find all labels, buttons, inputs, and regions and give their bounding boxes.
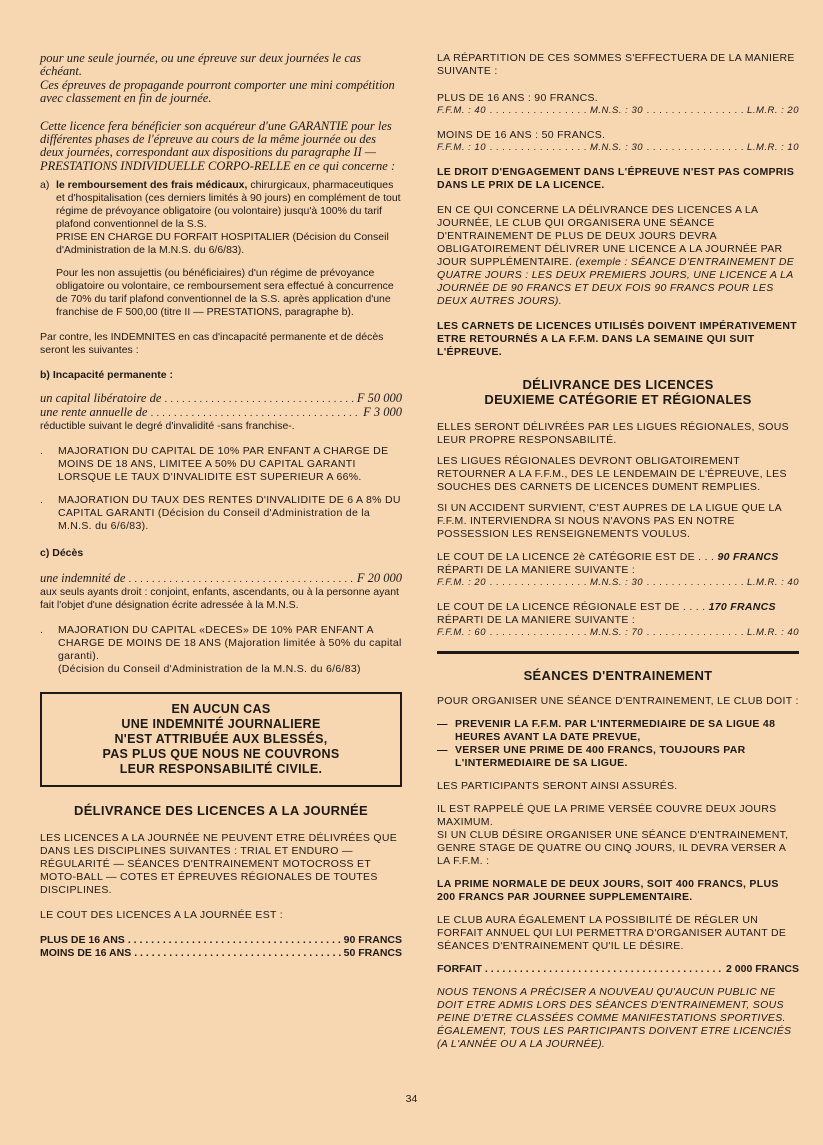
left-column xyxy=(40,52,402,960)
cout-2e-repartition: RÉPARTI DE LA MANIERE SUIVANTE : xyxy=(437,564,636,576)
cout-2e-value: 90 FRANCS xyxy=(717,551,779,563)
section-a-non-assujettis: Pour les non assujettis (ou bénéficiaires) d'un régime de prévoyance obligatoire ou volontaire, ce remboursement sera effectué à concurrence de 70% du tarif plafond conventionnel de la S.S. après application d'une franchise de F 500,00 (titre II — PRESTATIONS, paragraphe b). xyxy=(56,267,394,319)
seances-intro: POUR ORGANISER UNE SÉANCE D'ENTRAINEMENT, LE CLUB DOIT : xyxy=(437,695,799,707)
split-ffm: F.F.M. : 20 xyxy=(437,577,486,588)
ligues-retour-text: LES LIGUES RÉGIONALES DEVRONT OBLIGATOIREMENT RETOURNER A LA F.F.M., DES LE LENDEMAIN DE L'ÉPREUVE, LES SOUCHES DES CARNETS DE LICENCES DUMENT REMPLIES. xyxy=(437,455,787,493)
section-divider xyxy=(437,651,799,654)
split-mns: M.N.S. : 30 xyxy=(590,577,644,588)
reductible-text: réductible suivant le degré d'invalidité -sans franchise-. xyxy=(40,420,295,433)
participants-assures: LES PARTICIPANTS SERONT AINSI ASSURÉS. xyxy=(437,780,678,792)
indemnite-row xyxy=(40,572,402,586)
forfait-annuel-text: LE CLUB AURA ÉGALEMENT LA POSSIBILITÉ DE RÉGLER UN FORFAIT ANNUEL QUI LUI PERMETTRA D'ORGANISER AUTANT DE SÉANCES D'ENTRAINEMENT QU'IL LE DÉSIRE. xyxy=(437,914,787,952)
price-row-moins16 xyxy=(40,947,402,960)
journee-prices xyxy=(40,934,402,960)
exemple-text: (exemple : SÉANCE D'ENTRAINEMENT DE QUATRE JOURS : LES DEUX PREMIERS JOURS, UNE LICENCE A LA JOURNÉE DE 90 FRANCS ET DEUX FOIS 90 FRANCS POUR LES DEUX AUTRES JOURS). xyxy=(437,256,795,307)
dash-marker: — xyxy=(437,744,448,756)
seances-item-1 xyxy=(437,718,799,744)
journee-disciplines-text: LES LICENCES A LA JOURNÉE NE PEUVENT ETRE DÉLIVRÉES QUE DANS LES DISCIPLINES SUIVANTES : TRIAL ET ENDURO — RÉGULARITÉ — SÉANCES D'ENTRAINEMENT MOTOCROSS ET MOTO-BALL — COTES ET ÉPREUVES RÉGIONALES DE TOUTES DISCIPLINES. xyxy=(40,832,398,897)
deuxieme-section-title xyxy=(437,377,799,407)
cout-2e-categorie xyxy=(437,551,799,589)
rente-label: une rente annuelle de xyxy=(40,405,148,420)
section-c-amounts xyxy=(40,572,402,612)
rappel-text: IL EST RAPPELÉ QUE LA PRIME VERSÉE COUVRE DEUX JOURS MAXIMUM. xyxy=(437,803,777,828)
warning-line: N'EST ATTRIBUÉE AUX BLESSÉS, xyxy=(114,732,328,747)
indemnites-paragraph: Par contre, les INDEMNITES en cas d'incapacité permanente et de décès seront les suivantes : xyxy=(40,331,384,357)
dash-marker: — xyxy=(437,718,448,730)
seances-item-text: PREVENIR LA F.F.M. PAR L'INTERMEDIAIRE DE SA LIGUE 48 HEURES AVANT LA DATE PREVUE, xyxy=(455,718,776,743)
warning-line: UNE INDEMNITÉ JOURNALIERE xyxy=(121,717,321,732)
price-value: 90 FRANCS xyxy=(343,934,402,947)
concerne-body: EN CE QUI CONCERNE LA DÉLIVRANCE DES LICENCES A LA JOURNÉE, LE CLUB QUI ORGANISERA UNE SÉANCE D'ENTRAINEMENT DE PLUS DE DEUX JOURS DEVRA OBLIGATOIREMENT DÉLIVRER UNE LICENCE A LA JOURNÉE PAR JOUR SUPPLÉMENTAIRE. xyxy=(437,204,783,268)
forfait-row xyxy=(437,963,799,976)
majoration-item-2 xyxy=(40,494,402,533)
forfait-label: FORFAIT xyxy=(437,963,482,975)
capital-value: F 50 000 xyxy=(356,391,402,406)
warning-box xyxy=(40,692,402,787)
cout-regionale-repartition: RÉPARTI DE LA MANIERE SUIVANTE : xyxy=(437,614,636,626)
price-label: PLUS DE 16 ANS xyxy=(40,934,125,947)
warning-line: PAS PLUS QUE NOUS NE COUVRONS xyxy=(102,747,340,762)
cout-2e-label: LE COUT DE LA LICENCE 2è CATÉGORIE EST DE . . . xyxy=(437,551,715,563)
repartition-text: LA RÉPARTITION DE CES SOMMES S'EFFECTUERA DE LA MANIERE SUIVANTE : xyxy=(437,52,795,77)
seances-section-title: SÉANCES D'ENTRAINEMENT xyxy=(523,668,713,683)
intro-paragraph-1: pour une seule journée, ou une épreuve sur deux journées le cas échéant. xyxy=(40,51,361,79)
section-b-amounts xyxy=(40,392,402,433)
journee-section-title: DÉLIVRANCE DES LICENCES A LA JOURNÉE xyxy=(74,803,368,819)
section-b-title: b) Incapacité permanente : xyxy=(40,369,174,382)
cout-regionale-label: LE COUT DE LA LICENCE RÉGIONALE EST DE . . . . xyxy=(437,601,706,613)
section-a xyxy=(40,179,402,319)
prime-normale-text: LA PRIME NORMALE DE DEUX JOURS, SOIT 400 FRANCS, PLUS 200 FRANCS PAR JOURNEE SUPPLEMENTAIRE. xyxy=(437,878,779,903)
majoration-text-2: MAJORATION DU TAUX DES RENTES D'INVALIDITE DE 6 A 8% DU CAPITAL GARANTI (Décision du Conseil d'Administration de la M.N.S. du 6/6/83). xyxy=(58,494,401,533)
accident-text: SI UN ACCIDENT SURVIENT, C'EST AUPRES DE LA LIGUE QUE LA F.F.M. INTERVIENDRA SI NOUS N'AVONS PAS EN NOTRE POSSESSION LES RENSEIGNEMENTS VOULUS. xyxy=(437,502,782,540)
majoration-deces-item xyxy=(40,624,402,676)
ligues-delivrance-text: ELLES SERONT DÉLIVRÉES PAR LES LIGUES RÉGIONALES, SOUS LEUR PROPRE RESPONSABILITÉ. xyxy=(437,421,789,446)
droit-engagement-text: LE DROIT D'ENGAGEMENT DANS L'ÉPREUVE N'EST PAS COMPRIS DANS LE PRIX DE LA LICENCE. xyxy=(437,166,795,191)
section-a-text: chirurgicaux, pharmaceutiques et d'hospitalisation (ces derniers limités à 90 jours) en complément de tout régime de prévoyance obligatoire (ou volontaire) jusqu'à 100% du tarif plafond conventionnel de la S.S. xyxy=(56,179,401,231)
split-lmr: L.M.R. : 10 xyxy=(747,142,799,153)
moins16-heading: MOINS DE 16 ANS : 50 FRANCS. xyxy=(437,129,606,141)
stage-text: SI UN CLUB DÉSIRE ORGANISER UNE SÉANCE D'ENTRAINEMENT, GENRE STAGE DE QUATRE OU CINQ JOURS, IL DEVRA VERSER A LA F.F.M. : xyxy=(437,829,789,867)
plus16-heading: PLUS DE 16 ANS : 90 FRANCS. xyxy=(437,92,598,104)
split-lmr: L.M.R. : 40 xyxy=(747,577,799,588)
split-lmr: L.M.R. : 40 xyxy=(747,627,799,638)
indemnite-value: F 20 000 xyxy=(356,571,402,586)
deuxieme-title-line-2: DEUXIEME CATÉGORIE ET RÉGIONALES xyxy=(484,392,752,407)
carnets-text: LES CARNETS DE LICENCES UTILISÉS DOIVENT IMPÉRATIVEMENT ETRE RETOURNÉS A LA F.F.M. DANS LA SEMAINE QUI SUIT L'ÉPREUVE. xyxy=(437,320,797,358)
seances-item-text: VERSER UNE PRIME DE 400 FRANCS, TOUJOURS PAR L'INTERMEDIAIRE DE SA LIGUE. xyxy=(455,744,746,769)
warning-line: LEUR RESPONSABILITÉ CIVILE. xyxy=(119,762,323,777)
section-a-marker: a) xyxy=(40,179,50,192)
final-notice: NOUS TENONS A PRÉCISER A NOUVEAU QU'AUCUN PUBLIC NE DOIT ETRE ADMIS LORS DES SÉANCES D'ENTRAINEMENT, SOUS PEINE D'ETRE CLASSÉES COMME MANIFESTATIONS SPORTIVES. ÉGALEMENT, TOUS LES PARTICIPANTS DOIVENT ETRE LICENCIÉS (A L'ANNÉE OU A LA JOURNÉE). xyxy=(437,986,792,1050)
forfait-value: 2 000 FRANCS xyxy=(726,963,799,975)
split-ffm: F.F.M. : 40 xyxy=(437,105,486,116)
cout-regionale-split xyxy=(437,627,799,639)
deuxieme-title-line-1: DÉLIVRANCE DES LICENCES xyxy=(522,377,714,392)
split-mns: M.N.S. : 30 xyxy=(590,105,644,116)
rente-row xyxy=(40,406,402,420)
capital-label: un capital libératoire de xyxy=(40,391,162,406)
price-label: MOINS DE 16 ANS xyxy=(40,947,132,960)
majoration-item-1 xyxy=(40,445,402,484)
section-a-forfait: PRISE EN CHARGE DU FORFAIT HOSPITALIER (Décision du Conseil d'Administration de la M.N.S. du 6/6/83). xyxy=(56,231,389,257)
bullet-marker: . xyxy=(40,445,44,458)
price-row-plus16 xyxy=(40,934,402,947)
moins16-split xyxy=(437,142,799,154)
section-c-title: c) Décès xyxy=(40,547,84,560)
bullet-marker: . xyxy=(40,494,44,507)
concerne-text xyxy=(437,204,799,308)
page-number: 34 xyxy=(405,1093,418,1105)
majoration-deces-text: MAJORATION DU CAPITAL «DECES» DE 10% PAR ENFANT A CHARGE DE MOINS DE 18 ANS (Majoration limitée à 50% du capital garanti). xyxy=(58,624,402,663)
section-a-lead: le remboursement des frais médicaux, xyxy=(56,179,248,192)
ayants-droit-text: aux seuls ayants droit : conjoint, enfants, ascendants, ou à la personne ayant fait l'objet d'une désignation écrite adressée à la M.N.S. xyxy=(40,586,399,612)
split-ffm: F.F.M. : 10 xyxy=(437,142,486,153)
intro-paragraph-2: Ces épreuves de propagande pourront comporter une mini compétition avec classement en fin de journée. xyxy=(40,77,395,106)
split-mns: M.N.S. : 30 xyxy=(590,142,644,153)
rente-value: F 3 000 xyxy=(363,405,402,420)
guarantee-paragraph: Cette licence fera bénéficier son acquéreur d'une GARANTIE pour les différentes phases de l'épreuve au cours de la même journée ou des deux journées, correspondant aux dispositions du paragraphe II — PRESTATIONS INDIVIDUELLE CORPO-RELLE en ce qui concerne : xyxy=(40,118,396,173)
majoration-deces-decision: (Décision du Conseil d'Administration de la M.N.S. du 6/6/83) xyxy=(58,663,361,676)
capital-row xyxy=(40,392,402,406)
cout-regionale-value: 170 FRANCS xyxy=(708,601,776,613)
majoration-text-1: MAJORATION DU CAPITAL DE 10% PAR ENFANT A CHARGE DE MOINS DE 18 ANS, LIMITEE A 50% DU CAPITAL GARANTI LORSQUE LE TAUX D'INVALIDITE EST SUPERIEUR A 66%. xyxy=(58,445,389,484)
price-value: 50 FRANCS xyxy=(343,947,402,960)
plus16-split xyxy=(437,105,799,117)
cout-2e-split xyxy=(437,577,799,589)
indemnite-label: une indemnité de xyxy=(40,571,126,586)
split-mns: M.N.S. : 70 xyxy=(590,627,644,638)
warning-line: EN AUCUN CAS xyxy=(171,702,271,717)
seances-item-2 xyxy=(437,744,799,770)
split-ffm: F.F.M. : 60 xyxy=(437,627,486,638)
right-column xyxy=(437,52,799,1051)
journee-cout-text: LE COUT DES LICENCES A LA JOURNÉE EST : xyxy=(40,909,283,922)
split-lmr: L.M.R. : 20 xyxy=(747,105,799,116)
cout-regionale xyxy=(437,601,799,639)
bullet-marker: . xyxy=(40,624,44,637)
